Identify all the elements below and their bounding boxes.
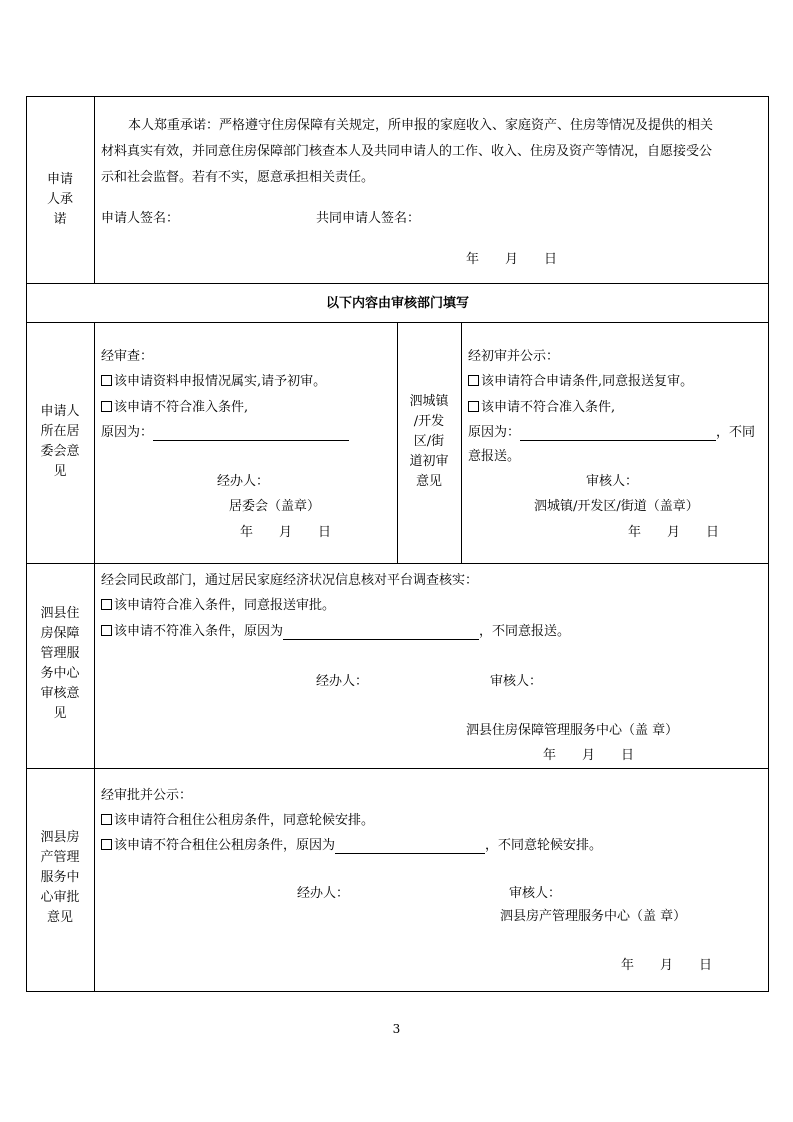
property-center-label-line: 意见 [46, 910, 73, 925]
housing-center-intro: 经会同民政部门，通过居民家庭经济状况信息核对平台调查核实： [101, 573, 479, 588]
housing-center-label-line: 房保障 [40, 626, 80, 641]
town-option-reject[interactable] [468, 400, 615, 416]
housing-center-label [30, 604, 90, 724]
review-section-title: 以下内容由审核部门填写 [325, 296, 469, 311]
pledge-text-line3: 示和社会监督。若有不实，愿意承担相关责任。 [101, 170, 375, 185]
town-option-approve-label: 该申请符合申请条件,同意报送复审。 [481, 374, 694, 389]
town-reason-field[interactable] [520, 427, 716, 441]
column-divider [94, 96, 95, 283]
housing-center-seal: 泗县住房保障管理服务中心（盖 章） [466, 723, 679, 738]
committee-date: 年 月 日 [240, 525, 332, 540]
housing-center-option-reject-label: 该申请不符准入条件，原因为 [114, 624, 284, 639]
checkbox-icon[interactable] [101, 814, 112, 825]
row-divider [26, 768, 769, 769]
property-center-label-line: 泗县房 [40, 830, 80, 845]
town-label-line: 区/街 [413, 434, 445, 449]
property-center-option-approve[interactable] [101, 813, 374, 829]
property-center-label-line: 心审批 [40, 890, 80, 905]
committee-label-line: 见 [53, 464, 67, 479]
committee-label-line: 所在居 [40, 424, 80, 439]
property-center-handler-label: 经办人： [297, 886, 350, 901]
housing-center-label-line: 管理服 [40, 646, 80, 661]
housing-center-reject-tail: ，不同意报送。 [479, 624, 571, 639]
property-center-reviewer-label: 审核人： [509, 886, 562, 901]
pledge-label-text: 申请人承诺 [46, 172, 73, 227]
co-applicant-signature-label: 共同申请人签名： [316, 211, 421, 226]
committee-reason-line [101, 425, 349, 441]
property-center-intro: 经审批并公示： [101, 788, 193, 803]
pledge-label [30, 170, 90, 230]
checkbox-icon[interactable] [101, 625, 112, 636]
property-center-option-approve-label: 该申请符合租住公租房条件，同意轮候安排。 [114, 813, 375, 828]
applicant-signature-label: 申请人签名： [101, 211, 180, 226]
town-label-line: 意见 [415, 474, 442, 489]
town-label-line: 泗城镇 [409, 394, 449, 409]
committee-handler-label: 经办人： [217, 474, 270, 489]
town-date: 年 月 日 [628, 525, 720, 540]
housing-center-option-reject[interactable] [101, 624, 570, 640]
committee-option-approve-label: 该申请资料申报情况属实,请予初审。 [114, 374, 327, 389]
column-divider [94, 322, 95, 992]
committee-label-line: 申请人 [40, 404, 80, 419]
town-reason-label: 原因为： [468, 425, 521, 440]
housing-center-option-approve[interactable] [101, 598, 335, 614]
row-divider [26, 283, 769, 284]
committee-option-reject-label: 该申请不符合准入条件, [114, 400, 249, 415]
town-reason-tail: ，不同 [716, 425, 756, 440]
committee-reason-field[interactable] [153, 427, 349, 441]
row-divider [26, 563, 769, 564]
checkbox-icon[interactable] [101, 839, 112, 850]
pledge-text-line1: 本人郑重承诺：严格遵守住房保障有关规定，所申报的家庭收入、家庭资产、住房等情况及提供的相关 [128, 118, 714, 133]
town-option-reject-label: 该申请不符合准入条件, [481, 400, 616, 415]
housing-center-handler-label: 经办人： [316, 674, 369, 689]
property-center-label [30, 828, 90, 928]
committee-reason-label: 原因为： [101, 425, 154, 440]
property-center-reason-field[interactable] [335, 840, 485, 854]
committee-label [30, 402, 90, 482]
town-option-approve[interactable] [468, 374, 693, 390]
housing-center-label-line: 见 [53, 706, 67, 721]
committee-label-line: 委会意 [40, 444, 80, 459]
property-center-label-line: 服务中 [40, 870, 80, 885]
property-center-option-reject-label: 该申请不符合租住公租房条件，原因为 [114, 838, 336, 853]
checkbox-icon[interactable] [101, 375, 112, 386]
property-center-reject-tail: ，不同意轮候安排。 [485, 838, 603, 853]
town-seal: 泗城镇/开发区/街道（盖章） [534, 499, 699, 514]
property-center-label-line: 产管理 [40, 850, 80, 865]
column-divider [397, 322, 398, 563]
property-center-option-reject[interactable] [101, 838, 602, 854]
town-label-line: 道初审 [409, 454, 449, 469]
town-reviewed-text: 经初审并公示： [468, 349, 560, 364]
housing-center-reviewer-label: 审核人： [490, 674, 543, 689]
checkbox-icon[interactable] [468, 375, 479, 386]
housing-center-label-line: 泗县住 [40, 606, 80, 621]
committee-seal: 居委会（盖章） [229, 499, 321, 514]
pledge-date: 年 月 日 [466, 252, 558, 267]
town-reviewer-label: 审核人： [586, 474, 639, 489]
checkbox-icon[interactable] [468, 401, 479, 412]
pledge-text-line2: 材料真实有效，并同意住房保障部门核查本人及共同申请人的工作、收入、住房及资产等情况，自愿接受公 [101, 144, 713, 159]
property-center-seal: 泗县房产管理服务中心（盖 章） [500, 909, 687, 924]
page-number: 3 [392, 1022, 401, 1036]
town-reason-tail2: 意报送。 [468, 449, 521, 464]
checkbox-icon[interactable] [101, 599, 112, 610]
column-divider [461, 322, 462, 563]
housing-center-reason-field[interactable] [283, 626, 479, 640]
town-label [399, 392, 459, 492]
housing-center-date: 年 月 日 [543, 748, 635, 763]
checkbox-icon[interactable] [101, 401, 112, 412]
committee-option-reject[interactable] [101, 400, 248, 416]
town-reason-line [468, 425, 755, 441]
town-label-line: /开发 [413, 414, 445, 429]
housing-center-label-line: 务中心 [40, 666, 80, 681]
committee-option-approve[interactable] [101, 374, 326, 390]
property-center-date: 年 月 日 [621, 958, 713, 973]
housing-center-option-approve-label: 该申请符合准入条件，同意报送审批。 [114, 598, 336, 613]
committee-reviewed-text: 经审查： [101, 349, 154, 364]
housing-center-label-line: 审核意 [40, 686, 80, 701]
